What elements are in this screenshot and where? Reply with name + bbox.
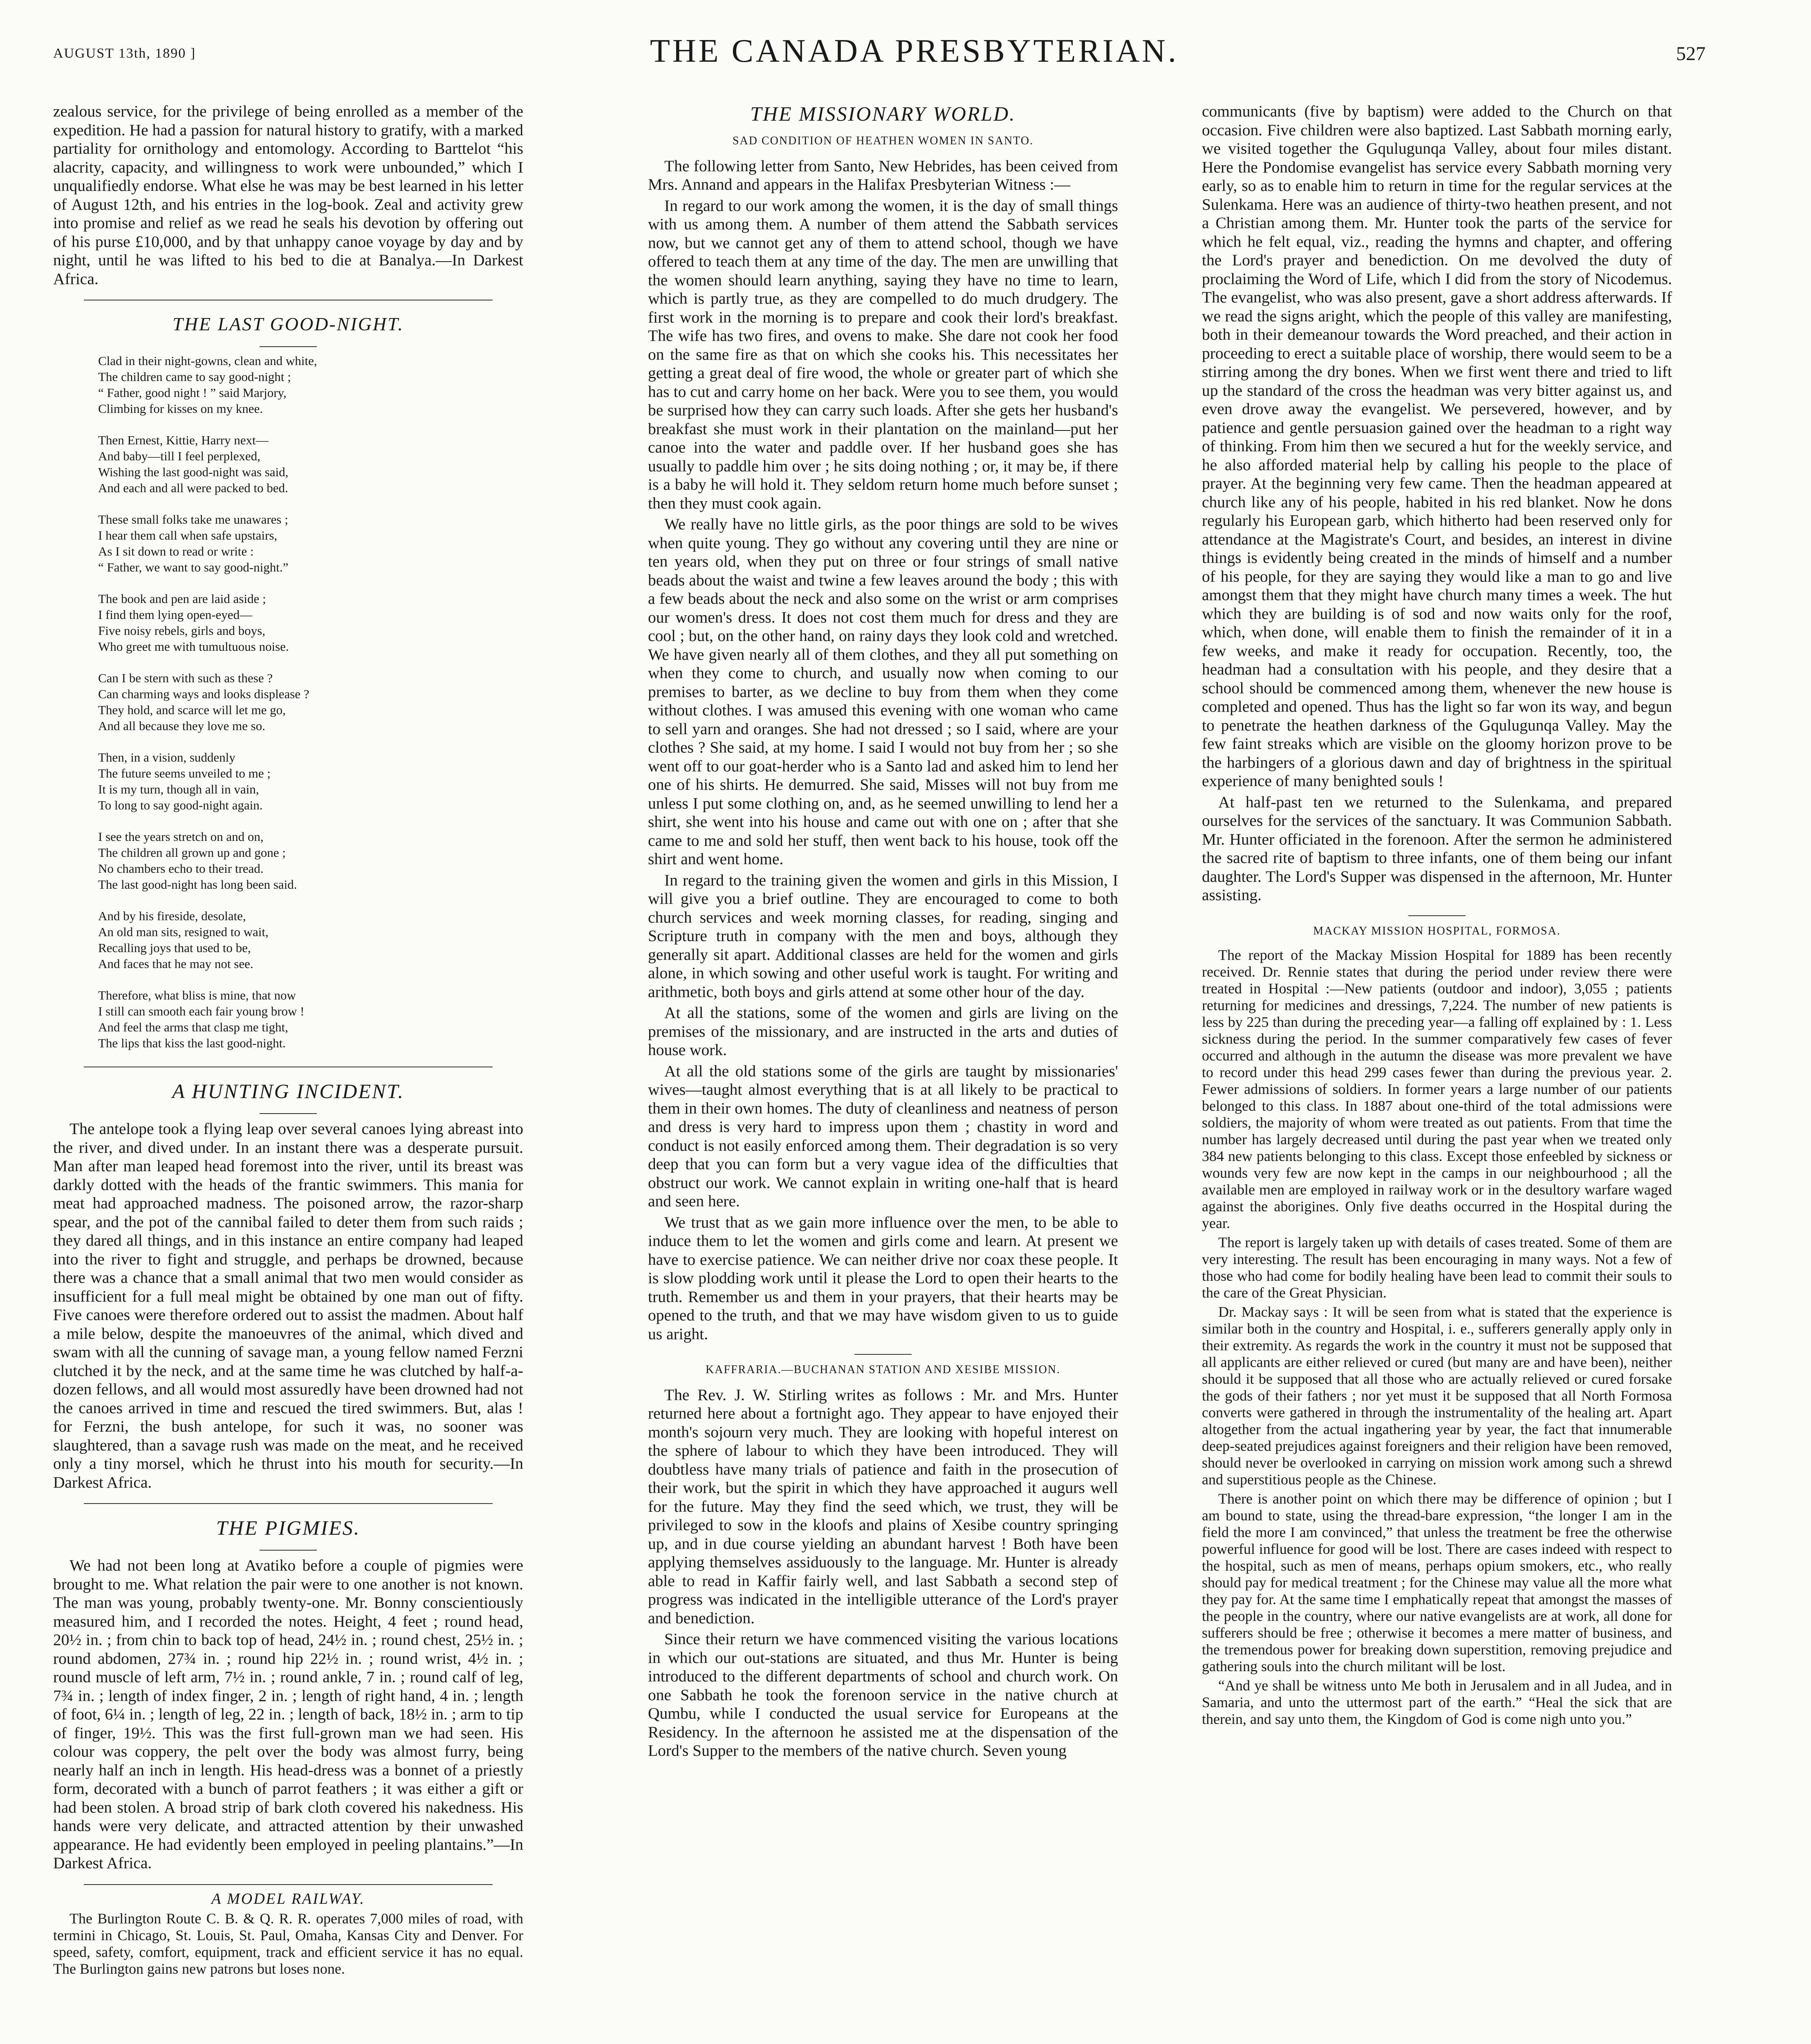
pigmies-article: We had not been long at Avatiko before a couple of pigmies were brought to me. What relation the pair were to one another is not known. The man was young, probably twenty-one. Mr. Bonny conscientiously measured him, and I recorded the notes. Height, 4 feet ; round head, 20½ in. ; from chin to back top of head, 24½ in. ; round chest, 25½ in. ; round abdomen, 27¾ in. ; round hip 22½ in. ; round wrist, 4½ in. ; round muscle of left arm, 7½ in. ; round ankle, 7 in. ; round calf of leg, 7¾ in. ; length of index finger, 2 in. ; length of right hand, 4 in. ; length of foot, 6¼ in. ; length of leg, 22 in. ; length of back, 18½ in. ; arm to tip of finger, 19½. This was the first full-grown man we had seen. His colour was coppery, the pelt over the body was almost furry, being nearly half an inch in length. His head-dress was a bonnet of a priestly form, decorated with a bunch of parrot feathers ; it was either a gift or had been stolen. A broad strip of bark cloth covered his nakedness. His hands were very delicate, and attracted attention by their unwashed appearance. He had evidently been employed in peeling plantains.”—In Darkest Africa. [53, 1556, 523, 1872]
page-header [0, 0, 1811, 78]
poem-stanza: I see the years stretch on and on, The children all grown up and gone ; No chambers echo to their tread. The last good-night has long been said. [98, 829, 297, 892]
section-divider [854, 1354, 912, 1355]
issue-date: AUGUST 13th, 1890 ] [53, 46, 196, 61]
section-divider [84, 1884, 493, 1885]
section-divider [1408, 915, 1466, 916]
santo-paragraph: We really have no little girls, as the poor things are sold to be wives when quite young. They go without any covering until they are nine or ten years old, when they put on three or four strings of small native beads about the waist and twine a few leaves around the body ; this with a few beads about the neck and also some on the wrist or arm comprises our women's dress. It does not cost them much for dress and they are cool ; but, on the other hand, on rainy days they look cold and wretched. We have given nearly all of them clothes, and they all put something on when they come to church, and usually now when coming to our premises to barter, as we decline to buy from them when they come without clothes. I was amused this evening with one woman who came to sell yarn and oranges. She had not dressed ; so I said, where are your clothes ? She said, at my home. I said I would not buy from her ; so she went off to our goat-herder who is a Santo lad and asked him to lend her one of his shirts. He demurred. She said, Misses will not buy from me unless I put some clothing on, and, as he seemed unwilling to lend her a shirt, she went into his house and came out with one on ; after that she came to me and sold her stuff, then went back to his house, took off the shirt and went home. [648, 515, 1118, 868]
title-rule [260, 1550, 317, 1551]
poem-stanza: Then Ernest, Kittie, Harry next— And baby—till I feel perplexed, Wishing the last good-night was said, And each and all were packed to bed. [98, 433, 289, 495]
railway-title: A MODEL RAILWAY. [211, 1890, 365, 1907]
santo-paragraph: At all the old stations some of the girls are taught by missionaries' wives—taught almost everything that is at all likely to be practical to them in their own homes. The duty of cleanliness and neatness of person and dress is very hard to impress upon them ; chastity in word and conduct is not easily enforced among them. Their degradation is so very deep that you can form but a very vague idea of the difficulties that obstruct our work. We cannot explain in writing one-half that is heard and seen here. [648, 1062, 1118, 1210]
kaffraria-paragraph: Since their return we have commenced visiting the various locations in which our out-stations are situated, and thus Mr. Hunter is being introduced to the different departments of school and church work. On one Sabbath he took the forenoon service in the native church at Qumbu, while I conducted the usual service for Europeans at the Residency. In the afternoon he assisted me at the dispensation of the Lord's Supper to the members of the native church. Seven young [648, 1630, 1118, 1759]
kaffraria-paragraph: At half-past ten we returned to the Sulenkama, and prepared ourselves for the services of the sanctuary. It was Communion Sabbath. Mr. Hunter officiated in the forenoon. After the sermon he administered the sacred rite of baptism to three infants, one of them being our infant daughter. The Lord's Supper was dispensed in the afternoon, Mr. Hunter assisting. [1202, 793, 1672, 904]
missionary-world-title: THE MISSIONARY WORLD. [750, 102, 1016, 125]
santo-paragraph: At all the stations, some of the women and girls are living on the premises of the missionary, and are instructed in the arts and duties of house work. [648, 1004, 1118, 1059]
formosa-quote: “And ye shall be witness unto Me both in Jerusalem and in all Judea, and in Samaria, and unto the uttermost part of the earth.” “Heal the sick that are therein, and say unto them, the Kingdom of God is come nigh unto you.” [1202, 1677, 1672, 1727]
title-rule [260, 346, 317, 347]
santo-paragraph: In regard to our work among the women, it is the day of small things with us among them. A number of them attend the Sabbath services now, but we cannot get any of them to attend school, though we have offered to teach them at any time of the day. The men are unwilling that the women should learn anything, saying they have no time to learn, which is partly true, as they are compelled to do much drudgery. The first work in the morning is to prepare and cook their lord's breakfast. The wife has two fires, and ovens to make. She dare not cook her food on the same fire as that on which she cooks his. This necessitates her getting a great deal of fire wood, the whole or greater part of which she has to cut and carry home on her back. Were you to see them, you would be surprised how they can carry such loads. After she gets her husband's breakfast she must work in their plantation on the mainland—put her canoe into the water and paddle over. If her husband goes she has usually to paddle him over ; he sits doing nothing ; or, it may be, if there is a baby he will hold it. They seldom return home much before sunset ; then they must cook again. [648, 196, 1118, 512]
page-number: 527 [1676, 43, 1706, 65]
formosa-paragraph: The report of the Mackay Mission Hospital for 1889 has been recently received. Dr. Rennie states that during the period under review there were treated in Hospital :—New patients (outdoor and indoor), 3,055 ; patients returning for medicines and dressings, 7,224. The number of new patients is less by 225 than during the preceding year—a falling off explained by : 1. Less sickness during the period. In the summer comparatively few cases of fever occurred and although in the autumn the disease was more prevalent we have to record under this head 299 cases fewer than during the previous year. 2. Fewer admissions of soldiers. In former years a large number of our patients belonged to this class. In 1887 about one-third of the total admissions were soldiers, the majority of whom were treated as out patients. From that time the number has largely decreased until during the past year when we treated only 384 new patients belonging to this class. Except those enfeebled by sickness or wounds very few are now kept in the camps in our neighbourhood ; all the available men are employed in railway work or in the desultory warfare waged against the aborigines. Only five deaths occurred in the Hospital during the year. [1202, 947, 1672, 1231]
poem-stanza: The book and pen are laid aside ; I find them lying open-eyed— Five noisy rebels, girls and boys, Who greet me with tumultuous noise. [98, 592, 289, 654]
santo-intro: The following letter from Santo, New Hebrides, has been ceived from Mrs. Annand and appears in the Halifax Presbyterian Witness :— [648, 157, 1118, 193]
poem-stanza: These small folks take me unawares ; I hear them call when safe upstairs, As I sit down to read or write : “ Father, we want to say good-night.” [98, 512, 289, 574]
formosa-paragraph: Dr. Mackay says : It will be seen from what is stated that the experience is similar both in the country and Hospital, i. e., sufferers generally apply only in their extremity. As regards the work in the country it must not be supposed that all applicants are either relieved or cured (but many are and have been), neither should it be supposed that all those who are actually relieved or cured forsake the gods of their fathers ; nor yet must it be supposed that all North Formosa converts were gathered in through the instrumentality of the healing art. Apart altogether from the actual ingathering year by year, the fact that innumerable deep-seated prejudices against foreigners and their religion have been removed, should never be overlooked in carrying on mission work among such a shrewd and superstitious people as the Chinese. [1202, 1304, 1672, 1488]
kaffraria-subhead: KAFFRARIA.—BUCHANAN STATION AND XESIBE MISSION. [705, 1363, 1061, 1376]
hunting-title: A HUNTING INCIDENT. [172, 1080, 404, 1103]
formosa-subhead: MACKAY MISSION HOSPITAL, FORMOSA. [1313, 924, 1561, 937]
article-continuation: zealous service, for the privilege of being enrolled as a member of the expedition. He had a passion for natural history to gratify, with a marked partiality for ornithology and entomology. According to Barttelot “his alacrity, capacity, and willingness to work were unbounded,” which I unqualifiedly endorse. What else he was may be best learned in his letter of August 12th, and his entries in the log-book. Zeal and activity grew into promise and relief as we read he seals his devotion by offering out of his purse £10,000, and by that unhappy canoe voyage by day and by night, until he was lifted to his bed to die at Banalya.—In Darkest Africa. [53, 102, 523, 288]
kaffraria-paragraph: The Rev. J. W. Stirling writes as follows : Mr. and Mrs. Hunter returned here about a fortnight ago. They appear to have enjoyed their month's sojourn very much. They are looking with hopeful interest on the sphere of labour to which they have been introduced. They will doubtless have many trials of patience and faith in the prosecution of their work, but the spirit in which they have approached it augurs well for the future. May they find the seed which, we trust, they will be privileged to sow in the kloofs and plains of Xesibe country springing up, and in due course yielding an abundant harvest ! Both have been applying themselves assiduously to the language. Mr. Hunter is already able to read in Kaffir fairly well, and last Sabbath a second step of progress was indicated in the intelligible utterance of the Lord's prayer and benediction. [648, 1385, 1118, 1627]
poem-body [53, 353, 523, 1051]
column-left [53, 102, 523, 1977]
column-right [1202, 102, 1672, 1730]
santo-paragraph: In regard to the training given the women and girls in this Mission, I will give you a brief outline. They are encouraged to come to both church services and week morning classes, for reading, singing and Scripture truth in company with the men and boys, although they generally sit apart. Additional classes are held for the women and girls alone, in which sowing and other useful work is taught. For writing and arithmetic, both boys and girls attend at some other hour of the day. [648, 871, 1118, 1001]
poem-title: THE LAST GOOD-NIGHT. [173, 314, 404, 334]
pigmies-title: THE PIGMIES. [216, 1516, 361, 1539]
title-rule [260, 1113, 317, 1114]
formosa-paragraph: The report is largely taken up with details of cases treated. Some of them are very interesting. The result has been encouraging in many ways. Not a few of those who had come for bodily healing have been lead to commit their souls to the care of the Great Physician. [1202, 1234, 1672, 1301]
railway-notice: The Burlington Route C. B. & Q. R. R. operates 7,000 miles of road, with termini in Chicago, St. Louis, St. Paul, Omaha, Kansas City and Denver. For speed, safety, comfort, equipment, track and efficient service it has no equal. The Burlington gains new patrons but loses none. [53, 1910, 523, 1977]
santo-paragraph: We trust that as we gain more influence over the men, to be able to induce them to let the women and girls come and learn. At present we have to exercise patience. We can neither drive nor coax these people. It is slow plodding work until it please the Lord to open their hearts to the truth. Remember us and them in your prayers, that their hearts may be opened to the truth, and that we may have wisdom given to us to guide us aright. [648, 1213, 1118, 1343]
section-divider [84, 1503, 493, 1504]
hunting-article: The antelope took a flying leap over several canoes lying abreast into the river, and dived under. In an instant there was a desperate pursuit. Man after man leaped head foremost into the river, until its breast was darkly dotted with the heads of the frantic swimmers. This mania for meat had approached madness. The poisoned arrow, the razor-sharp spear, and the pot of the cannibal failed to deter them from such raids ; they dared all things, and in this instance an entire company had leaped into the river to fight and struggle, and perhaps be drowned, because there was a chance that a small animal that two men would consider as insufficient for a full meal might be obtained by one man out of fifty. Five canoes were therefore ordered out to assist the madmen. About half a mile below, despite the manoeuvres of the animal, which dived and swam with all the cunning of savage man, a young fellow named Ferzni clutched it by the neck, and at the same time he was clutched by half-a-dozen fellows, and all would most assuredly have been drowned had not the canoes arrived in time and rescued the tired swimmers. But, alas ! for Ferzni, the bush antelope, for such it was, no sooner was slaughtered, than a savage rush was made on the meat, and he received only a tiny morsel, which he thrust into his mouth for security.—In Darkest Africa. [53, 1120, 523, 1491]
poem-stanza: Then, in a vision, suddenly The future seems unveiled to me ; It is my turn, though all in vain, To long to say good-night again. [98, 750, 271, 812]
poem-stanza: And by his fireside, desolate, An old man sits, resigned to wait, Recalling joys that used to be, And faces that he may not see. [98, 909, 269, 971]
column-middle [648, 102, 1118, 1763]
kaffraria-continuation: communicants (five by baptism) were added to the Church on that occasion. Five children were also baptized. Last Sabbath morning early, we visited together the Gqulugunqa Valley, about four miles distant. Here the Pondomise evangelist has service every Sabbath morning very early, so as to enable him to return in time for the regular services at the Sulenkama. Here was an audience of thirty-two heathen present, and not a Christian among them. Mr. Hunter took the parts of the service for which he felt equal, viz., reading the hymns and chapter, and offering the Lord's prayer and benediction. On me devolved the duty of proclaiming the Word of Life, which I did from the story of Nicodemus. The evangelist, who was also present, gave a short address afterwards. If we read the signs aright, which the people of this valley are manifesting, both in their demeanour towards the Word preached, and their action in proceeding to erect a suitable place of worship, there would seem to be a stirring among the dry bones. When we first went there and tried to lift up the standard of the cross the headman was very bitter against us, and even drove away the evangelist. We persevered, however, and by patience and gentle persuasion gained over the headman to a right way of thinking. From him then we secured a hut for the weekly service, and he also afforded material help by calling his people to the place of prayer. At the beginning very few came. Then the headman appeared at church like any of his people, habited in his red blanket. Now he dons regularly his European garb, which hitherto had been reserved only for attendance at the Magistrate's Court, and besides, an interest in divine things is evidently being created in the minds of himself and a number of his people, for they are saying they would like a man to go and live amongst them that they might have church many times a week. The hut which they are building is of sod and now waits only for the roof, which, when done, will enable them to finish the remainder of it in a few weeks, and make it ready for occupation. Recently, too, the headman had a consultation with his people, and they desire that a school should be commenced among them, whenever the new house is completed and opened. Thus has the light so far won its way, and begun to penetrate the heathen darkness of the Gqulugunqa Valley. May the few faint streaks which are visible on the gloomy horizon prove to be the harbingers of a glorious dawn and day of brightness in the spiritual experience of many benighted souls ! [1202, 102, 1672, 790]
poem-stanza: Therefore, what bliss is mine, that now I still can smooth each fair young brow ! And feel the arms that clasp me tight, The lips that kiss the last good-night. [98, 988, 305, 1050]
formosa-paragraph: There is another point on which there may be difference of opinion ; but I am bound to state, using the thread-bare expression, “the longer I am in the field the more I am convinced,” that unless the treatment be free the otherwise powerful influence for good will be lost. There are cases indeed with respect to the hospital, such as men of means, perhaps opium smokers, etc., who really should pay for medical treatment ; for the Chinese may value all the more what they pay for. At the same time I emphatically repeat that amongst the masses of the people in the country, where our native evangelists are at work, all done for sufferers should be free ; otherwise it becomes a mere matter of business, and the tremendous power for breaking down superstition, removing prejudice and gathering souls into the church militant will be lost. [1202, 1490, 1672, 1674]
masthead-title: THE CANADA PRESBYTERIAN. [650, 33, 1179, 69]
poem-stanza: Can I be stern with such as these ? Can charming ways and looks displease ? They hold, and scarce will let me go, And all because they love me so. [98, 671, 309, 733]
poem-stanza: Clad in their night-gowns, clean and white, The children came to say good-night ; “ Father, good night ! ” said Marjory, Climbing for kisses on my knee. [98, 354, 317, 416]
santo-subhead: SAD CONDITION OF HEATHEN WOMEN IN SANTO. [732, 134, 1034, 147]
